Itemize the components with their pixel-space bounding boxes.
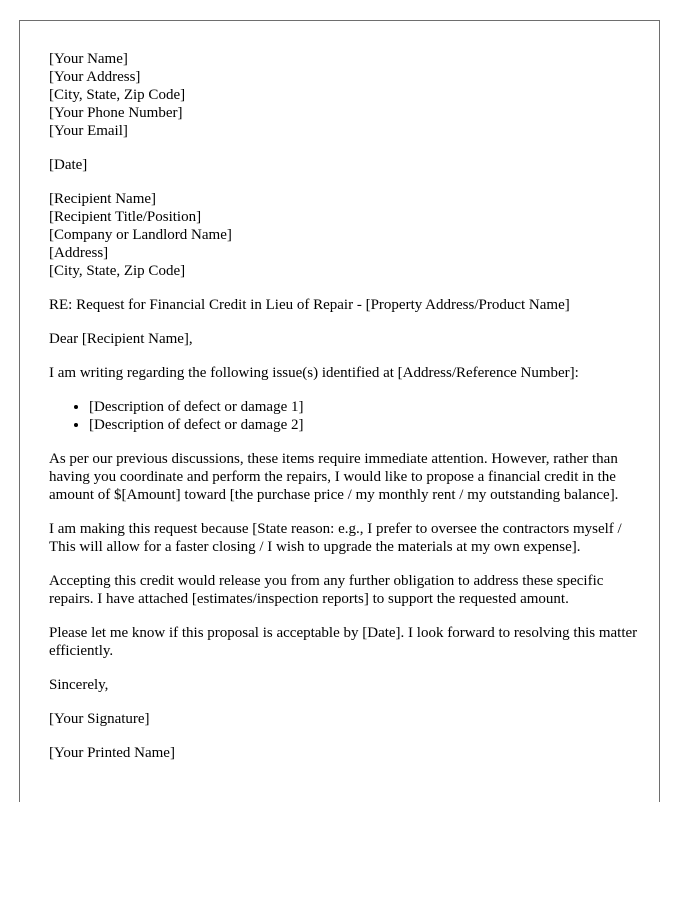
recipient-title: [Recipient Title/Position] bbox=[49, 209, 202, 225]
defect-list bbox=[49, 398, 639, 434]
letter-page bbox=[19, 20, 660, 802]
recipient-company: [Company or Landlord Name] bbox=[49, 227, 232, 243]
recipient-address: [Address] bbox=[49, 245, 109, 261]
sender-city-state-zip: [City, State, Zip Code] bbox=[49, 87, 186, 103]
sender-email: [Your Email] bbox=[49, 123, 128, 139]
sender-block bbox=[49, 50, 639, 140]
intro-paragraph: I am writing regarding the following issue(s) identified at [Address/Reference Number]: bbox=[49, 365, 579, 381]
defect-item: • [Description of defect or damage 1] bbox=[89, 398, 639, 416]
body-paragraph-credit-proposal: As per our previous discussions, these items require immediate attention. However, rather than having you coordinate and perform the repairs, I would like to propose a financial credit in the amount of $[Amount] toward [the purchase price / my monthly rent / my outstanding balance]. bbox=[49, 451, 619, 503]
body-paragraph-reason: I am making this request because [State reason: e.g., I prefer to oversee the contractors myself / This will allow for a faster closing / I wish to upgrade the materials at my own expense]. bbox=[49, 521, 622, 555]
date-block bbox=[49, 156, 639, 174]
subject-line: RE: Request for Financial Credit in Lieu of Repair - [Property Address/Product Name] bbox=[49, 297, 570, 313]
body-paragraph-release: Accepting this credit would release you from any further obligation to address these specific repairs. I have attached [estimates/inspection reports] to support the requested amount. bbox=[49, 573, 604, 607]
sender-name: [Your Name] bbox=[49, 51, 128, 67]
closing: Sincerely, bbox=[49, 677, 109, 693]
recipient-city-state-zip: [City, State, Zip Code] bbox=[49, 263, 186, 279]
salutation: Dear [Recipient Name], bbox=[49, 331, 193, 347]
sender-address: [Your Address] bbox=[49, 69, 141, 85]
printed-name: [Your Printed Name] bbox=[49, 745, 175, 761]
letter-date: [Date] bbox=[49, 157, 88, 173]
recipient-name: [Recipient Name] bbox=[49, 191, 157, 207]
sender-phone: [Your Phone Number] bbox=[49, 105, 183, 121]
letter-content bbox=[49, 50, 639, 778]
body-paragraph-closing-request: Please let me know if this proposal is acceptable by [Date]. I look forward to resolving this matter efficiently. bbox=[49, 625, 638, 659]
defect-item: • [Description of defect or damage 2] bbox=[89, 416, 639, 434]
signature: [Your Signature] bbox=[49, 711, 150, 727]
recipient-block bbox=[49, 190, 639, 280]
